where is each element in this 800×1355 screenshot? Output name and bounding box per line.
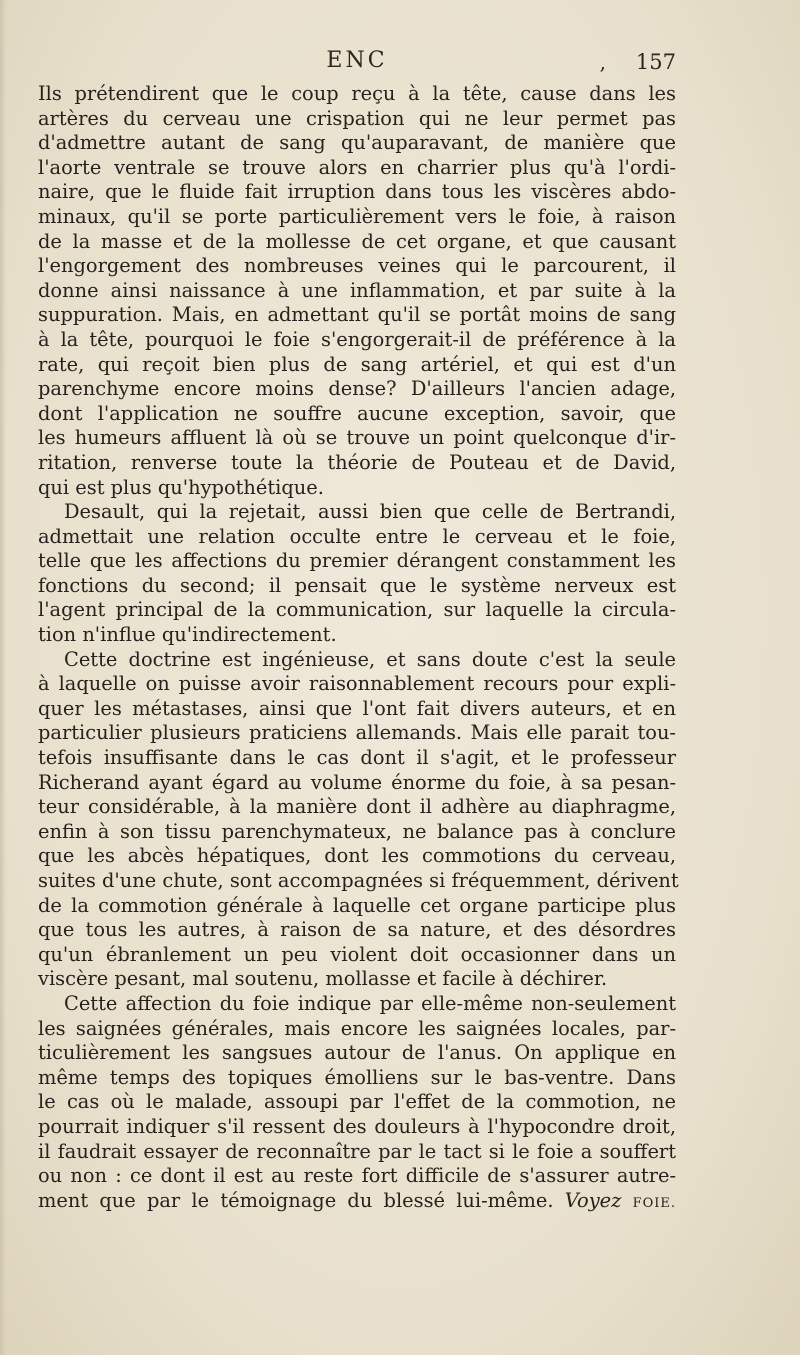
final-line [38,1189,676,1217]
text-line: il faudrait essayer de reconnaître par le tact si le foie a souffert [38,1139,676,1163]
text-line: Ils prétendirent que le coup reçu à la tête, cause dans les [38,82,676,105]
text-line: ment que par le témoignage du blessé lui-même. [38,1188,554,1212]
text-line: l'engorgement des nombreuses veines qui le parcourent, il [38,254,676,278]
text-line: l'agent principal de la communication, sur laquelle la circula- [38,598,676,622]
text-line: même temps des topiques émolliens sur le bas-ventre. Dans [38,1065,676,1089]
text-line: enfin à son tissu parenchymateux, ne balance pas à conclure [38,819,676,843]
text-line: qui est plus qu'hypothétique. [38,475,324,499]
text-line: l'aorte ventrale se trouve alors en charrier plus qu'à l'ordi- [38,155,676,179]
text-line: de la masse et de la mollesse de cet organe, et que causant [38,229,676,253]
text-line: à la tête, pourquoi le foie s'engorgerait-il de préférence à la [38,327,676,351]
text-line: que tous les autres, à raison de sa nature, et des désordres [38,918,676,942]
paragraph-1 [38,82,676,500]
text-line: particulier plusieurs praticiens allemands. Mais elle parait tou- [38,721,676,745]
text-line: les humeurs affluent là où se trouve un point quelconque d'ir- [38,426,676,450]
text-line: teur considérable, à la manière dont il adhère au diaphragme, [38,795,676,819]
paragraph-3 [38,647,679,992]
text-line: admettait une relation occulte entre le cerveau et le foie, [38,524,676,548]
text-line: telle que les affections du premier dérangent constamment les [38,549,676,573]
body-text [38,82,679,1216]
paragraph-4 [38,992,676,1216]
text-line: quer les métastases, ainsi que l'ont fait divers auteurs, et en [38,696,676,720]
text-line: Cette affection du foie indique par elle-même non-seulement [64,991,676,1015]
text-line: donne ainsi naissance à une inflammation, et par suite à la [38,278,676,302]
text-line: suites d'une chute, sont accompagnées si fréquemment, dérivent [38,869,679,892]
text-line: à laquelle on puisse avoir raisonnablement recours pour expli- [38,672,676,696]
text-line: qu'un ébranlement un peu violent doit occasionner dans un [38,942,676,966]
text-line: parenchyme encore moins dense? D'ailleurs l'ancien adage, [38,377,676,401]
text-line: viscère pesant, mal soutenu, mollasse et facile à déchirer. [38,967,608,991]
text-line: Richerand ayant égard au volume énorme du foie, à sa pesan- [38,770,676,794]
text-line: tion n'influe qu'indirectement. [38,623,337,647]
page-number: 157 [635,50,676,74]
text-line: suppuration. Mais, en admettant qu'il se portât moins de sang [38,303,676,327]
text-line: les saignées générales, mais encore les saignées locales, par- [38,1016,676,1040]
text-line: artères du cerveau une crispation qui ne leur permet pas [38,106,676,130]
text-line: le cas où le malade, assoupi par l'effet de la commotion, ne [38,1090,676,1114]
page-header [38,48,676,80]
text-line: Cette doctrine est ingénieuse, et sans doute c'est la seule [64,647,676,671]
text-line: dont l'application ne souffre aucune exception, savoir, que [38,401,676,425]
text-line: ritation, renverse toute la théorie de Pouteau et de David, [38,450,676,474]
header-mark: , [599,50,606,74]
text-line: Desault, qui la rejetait, aussi bien que celle de Bertrandi, [64,500,676,524]
text-line: que les abcès hépatiques, dont les commotions du cerveau, [38,844,676,868]
text-line: de la commotion générale à laquelle cet organe participe plus [38,893,676,917]
running-head: ENC [326,48,388,73]
text-line: minaux, qu'il se porte particulièrement vers le foie, à raison [38,204,676,228]
text-line: ticulièrement les sangsues autour de l'anus. On applique en [38,1041,676,1065]
see-also-voyez: Voyez [564,1188,622,1212]
see-also-target: FOIE. [632,1195,677,1211]
paragraph-2 [38,500,676,648]
text-line: ou non : ce dont il est au reste fort difficile de s'assurer autre- [38,1164,676,1188]
text-line: d'admettre autant de sang qu'auparavant, de manière que [38,131,676,155]
page-gutter-shadow [0,0,6,1355]
text-line: naire, que le fluide fait irruption dans tous les viscères abdo- [38,180,676,204]
text-line: tefois insuffisante dans le cas dont il s'agit, et le professeur [38,746,676,770]
text-line: pourrait indiquer s'il ressent des douleurs à l'hypocondre droit, [38,1114,676,1138]
text-line: fonctions du second; il pensait que le système nerveux est [38,573,676,597]
text-line: rate, qui reçoit bien plus de sang artériel, et qui est d'un [38,352,676,376]
